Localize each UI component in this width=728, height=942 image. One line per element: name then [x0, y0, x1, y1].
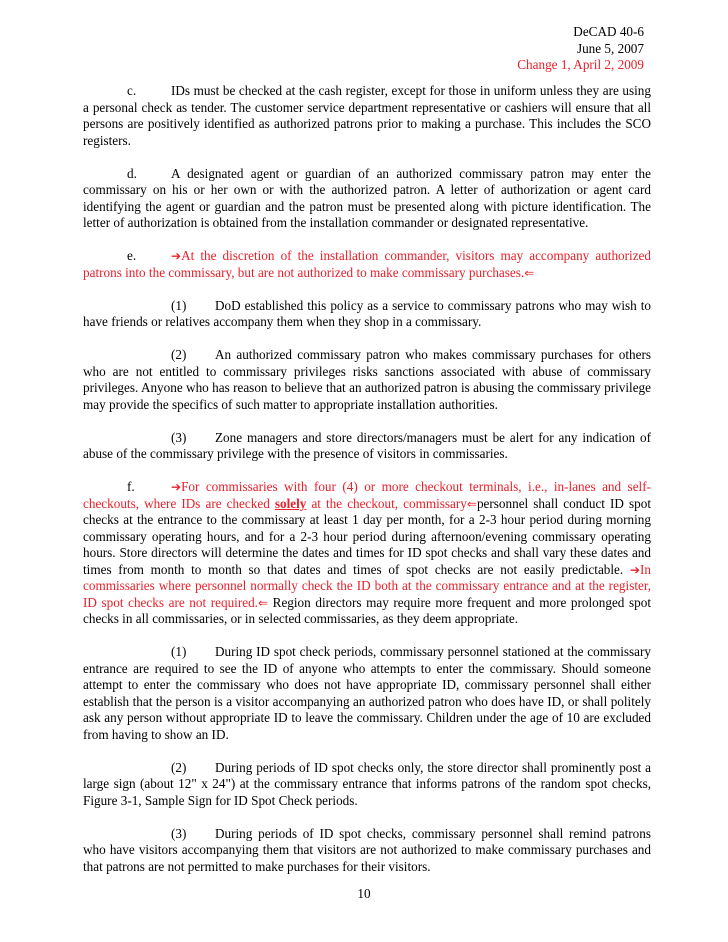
subparagraph-text: During periods of ID spot checks, commissary personnel shall remind patrons who have visitors accompanying them that visitors are not authorized to make commissary purchases and that patrons are not permitted to make purchases for their visitors. — [83, 825, 651, 874]
subparagraph-text: Zone managers and store directors/managers must be alert for any indication of abuse of the commissary privilege with the presence of visitors in commissaries. — [83, 429, 651, 461]
subparagraph-text: During ID spot check periods, commissary personnel stationed at the commissary entrance are required to see the ID of anyone who attempts to enter the commissary. Should someone attempt to enter the commissary who does not have appropriate ID, commissary personnel shall either establish that the person is a visitor accompanying an authorized patron who does have ID, or shall politely ask any person without appropriate ID to leave the commissary. Children under the age of 10 are excluded from having to show an ID. — [83, 644, 651, 742]
subparagraph-f2 — [83, 760, 651, 810]
paragraph-text: A designated agent or guardian of an authorized commissary patron may enter the commissary on his or her own or with the authorized patron. A letter of authorization or agent card identifying the agent or guardian and the patron must be presented along with picture identification. The letter of authorization is obtained from the installation commander or designated representative. — [83, 165, 651, 230]
change-text-2: at the checkout, commissary — [306, 495, 467, 511]
left-arrow-icon: ⇐ — [257, 595, 269, 610]
paragraph-label: c. — [127, 83, 137, 98]
subparagraph-text: During periods of ID spot checks only, the store director shall prominently post a large sign (about 12" x 24") at the commissary entrance that informs patrons of the random spot checks, Figure 3-1, Sample Sign for ID Spot Check periods. — [83, 759, 651, 808]
emphasis-solely: solely — [274, 495, 307, 511]
subparagraph-label: (2) — [171, 759, 187, 775]
right-arrow-icon: ➔ — [629, 562, 640, 577]
doc-id: DeCAD 40-6 — [573, 24, 644, 39]
subparagraph-label: (1) — [171, 644, 187, 659]
paragraph-label: e. — [127, 248, 137, 263]
change-text-3: In commissaries where personnel normally check the ID both at the commissary entrance and at the register, ID spot checks are not required. — [83, 561, 651, 610]
subparagraph-label: (3) — [171, 825, 187, 841]
page-header — [517, 24, 644, 74]
paragraph-label: d. — [127, 165, 137, 181]
left-arrow-icon: ⇐ — [524, 265, 535, 280]
paragraph-e — [83, 248, 651, 281]
paragraph-d — [83, 166, 651, 232]
subparagraph-text: An authorized commissary patron who makes commissary purchases for others who are not entitled to commissary privileges risks sanctions associated with abuse of commissary privileges. Anyone who has reason to believe that an authorized patron is abusing the commissary privilege may provide the specifics of such matter to appropriate installation authorities. — [83, 347, 651, 412]
body-text — [83, 83, 651, 892]
right-arrow-icon: ➔ — [171, 249, 182, 263]
doc-date: June 5, 2007 — [576, 40, 644, 56]
subparagraph-e3 — [83, 430, 651, 463]
change-text-1: For commissaries with four (4) or more checkout terminals, i.e., in-lanes and self-checkouts, where IDs are checked — [83, 479, 651, 511]
right-arrow-icon: ➔ — [171, 480, 182, 494]
left-arrow-icon: ⇐ — [466, 496, 477, 511]
subparagraph-label: (1) — [171, 297, 187, 313]
change-notice: Change 1, April 2, 2009 — [517, 57, 644, 72]
paragraph-label: f. — [127, 479, 135, 494]
paragraph-text: IDs must be checked at the cash register, except for those in uniform unless they are using a personal check as tender. The customer service department representative or cashiers will ensure that all persons are positively identified as authorized patrons prior to making a purchase. This includes the SCO registers. — [83, 83, 651, 148]
subparagraph-label: (2) — [171, 347, 187, 362]
subparagraph-f3 — [83, 826, 651, 876]
page-number: 10 — [357, 886, 371, 901]
paragraph-text: personnel shall conduct ID spot checks at the entrance to the commissary at least 1 day per month, for a 2-3 hour period during morning commissary operating hours, and for a 2-3 hour period during afternoon/evening commissary operating hours. Store directors will determine the dates and times for ID spot checks and shall vary these dates and times from month to month so that dates and times of spot checks are not easily predictable. — [83, 495, 651, 577]
paragraph-c — [83, 83, 651, 149]
subparagraph-label: (3) — [171, 429, 187, 445]
subparagraph-f1 — [83, 644, 651, 743]
subparagraph-text: DoD established this policy as a service to commissary patrons who may wish to have friends or relatives accompany them when they shop in a commissary. — [83, 297, 651, 329]
subparagraph-e1 — [83, 298, 651, 331]
paragraph-text-2: Region directors may require more frequent and more prolonged spot checks in all commissaries, or in selected commissaries, as they deem appropriate. — [83, 594, 651, 626]
paragraph-f — [83, 479, 651, 628]
subparagraph-e2 — [83, 347, 651, 413]
paragraph-text: At the discretion of the installation commander, visitors may accompany authorized patrons into the commissary, but are not authorized to make commissary purchases. — [83, 248, 651, 280]
